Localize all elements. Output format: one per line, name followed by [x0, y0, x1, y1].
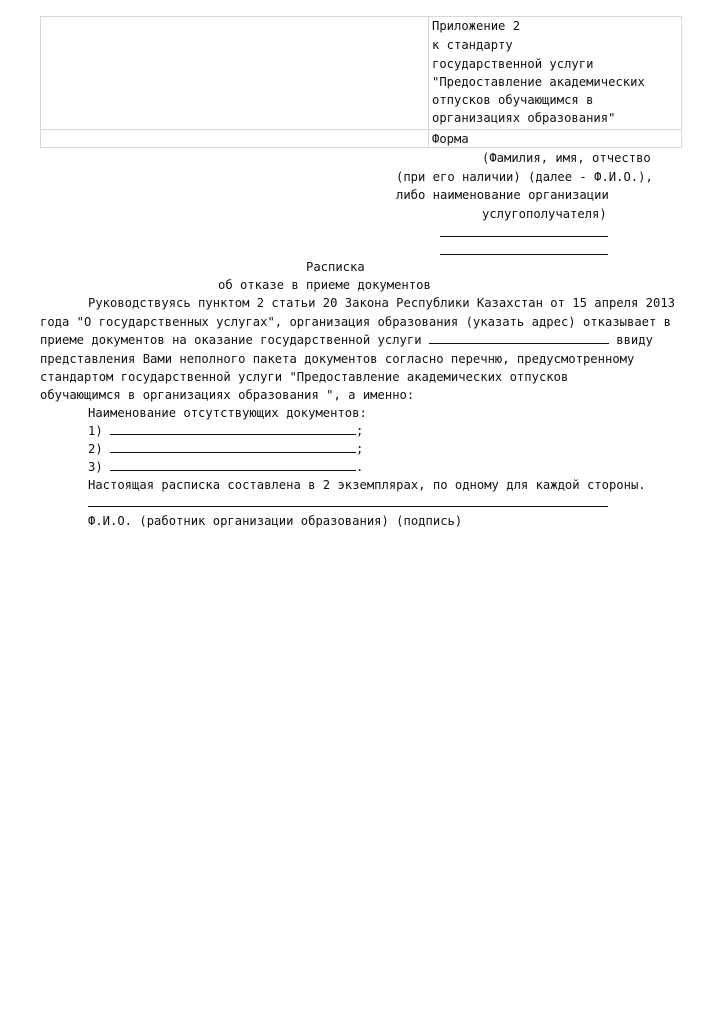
copies-note: Настоящая расписка составлена в 2 экземплярах, по одному для каждой стороны.: [88, 478, 646, 492]
item-number: 1): [88, 424, 103, 438]
service-blank: [429, 332, 609, 344]
body-line-3: [40, 331, 653, 349]
appendix-line-1: Приложение 2: [432, 19, 521, 33]
recipient-line-2: (при его наличии) (далее - Ф.И.О.),: [396, 170, 653, 184]
item-end: ;: [356, 442, 364, 456]
missing-doc-item-1: [88, 422, 363, 440]
recipient-blank-2: [440, 254, 608, 255]
body-line-6: обучающимся в организациях образования ", а именно:: [40, 388, 415, 402]
item-blank: [110, 459, 356, 471]
recipient-line-1: (Фамилия, имя, отчество: [482, 151, 651, 165]
item-end: .: [356, 460, 364, 474]
body-line-3-end: ввиду: [616, 333, 653, 347]
appendix-line-3: государственной услуги: [432, 57, 594, 71]
missing-docs-label: Наименование отсутствующих документов:: [88, 406, 367, 420]
recipient-line-4: услугополучателя): [482, 207, 607, 221]
form-label: Форма: [432, 132, 469, 146]
appendix-line-2: к стандарту: [432, 38, 513, 52]
missing-doc-item-3: [88, 458, 363, 476]
document-subtitle: об отказе в приеме документов: [218, 278, 431, 292]
item-number: 2): [88, 442, 103, 456]
signature-blank: [88, 506, 608, 507]
appendix-line-5: отпусков обучающимся в: [432, 93, 594, 107]
recipient-blank-1: [440, 236, 608, 237]
document-title: Расписка: [306, 260, 365, 274]
appendix-line-4: "Предоставление академических: [432, 75, 645, 89]
body-line-2: года "О государственных услугах", организация образования (указать адрес) отказывает в: [40, 315, 672, 329]
item-end: ;: [356, 424, 364, 438]
recipient-line-3: либо наименование организации: [396, 188, 609, 202]
table-column-divider: [428, 17, 429, 147]
body-line-4: представления Вами неполного пакета документов согласно перечню, предусмотренному: [40, 352, 635, 366]
table-row-divider: [41, 129, 681, 130]
item-blank: [110, 441, 356, 453]
missing-doc-item-2: [88, 440, 363, 458]
body-line-1: Руководствуясь пунктом 2 статьи 20 Закона Республики Казахстан от 15 апреля 2013: [88, 296, 675, 310]
appendix-line-6: организациях образования": [432, 111, 616, 125]
body-line-3-text: приеме документов на оказание государственной услуги: [40, 333, 422, 347]
item-blank: [110, 423, 356, 435]
body-line-5: стандартом государственной услуги "Предоставление академических отпусков: [40, 370, 569, 384]
item-number: 3): [88, 460, 103, 474]
signature-caption: Ф.И.О. (работник организации образования) (подпись): [88, 514, 463, 528]
